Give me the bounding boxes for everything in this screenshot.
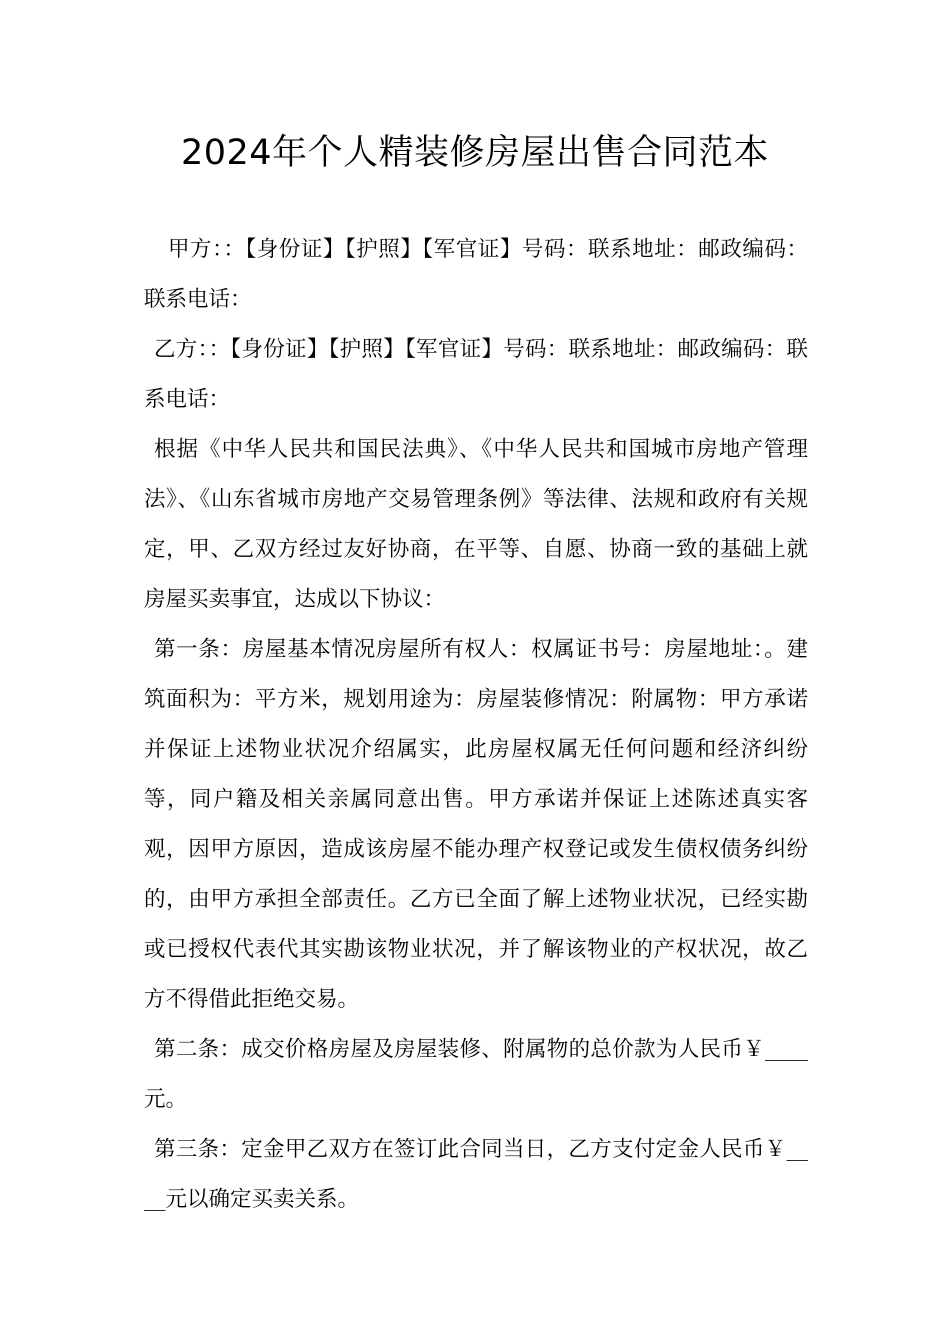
article-3-paragraph: 第三条：定金甲乙双方在签订此合同当日，乙方支付定金人民币￥____元以确定买卖关系。: [144, 1137, 808, 1212]
document-body: [144, 225, 808, 1225]
article-2-paragraph: 第二条：成交价格房屋及房屋装修、附属物的总价款为人民币￥____元。: [144, 1037, 808, 1112]
article-1-paragraph: 第一条：房屋基本情况房屋所有权人：权属证书号：房屋地址：。建筑面积为：平方米，规划用途为：房屋装修情况：附属物：甲方承诺并保证上述物业状况介绍属实，此房屋权属无任何问题和经济纠纷等，同户籍及相关亲属同意出售。甲方承诺并保证上述陈述真实客观，因甲方原因，造成该房屋不能办理产权登记或发生债权债务纠纷的，由甲方承担全部责任。乙方已全面了解上述物业状况，已经实勘或已授权代表代其实勘该物业状况，并了解该物业的产权状况，故乙方不得借此拒绝交易。: [144, 637, 808, 1012]
legal-basis-paragraph: 根据《中华人民共和国民法典》、《中华人民共和国城市房地产管理法》、《山东省城市房地产交易管理条例》等法律、法规和政府有关规定，甲、乙双方经过友好协商，在平等、自愿、协商一致的基础上就房屋买卖事宜，达成以下协议：: [144, 437, 808, 612]
party-b-paragraph: 乙方：：【身份证】【护照】【军官证】号码：联系地址：邮政编码：联系电话：: [144, 337, 808, 412]
document-title: 2024年个人精装修房屋出售合同范本: [180, 133, 770, 173]
party-a-paragraph: 甲方：：【身份证】【护照】【军官证】号码：联系地址：邮政编码：联系电话：: [144, 237, 808, 312]
